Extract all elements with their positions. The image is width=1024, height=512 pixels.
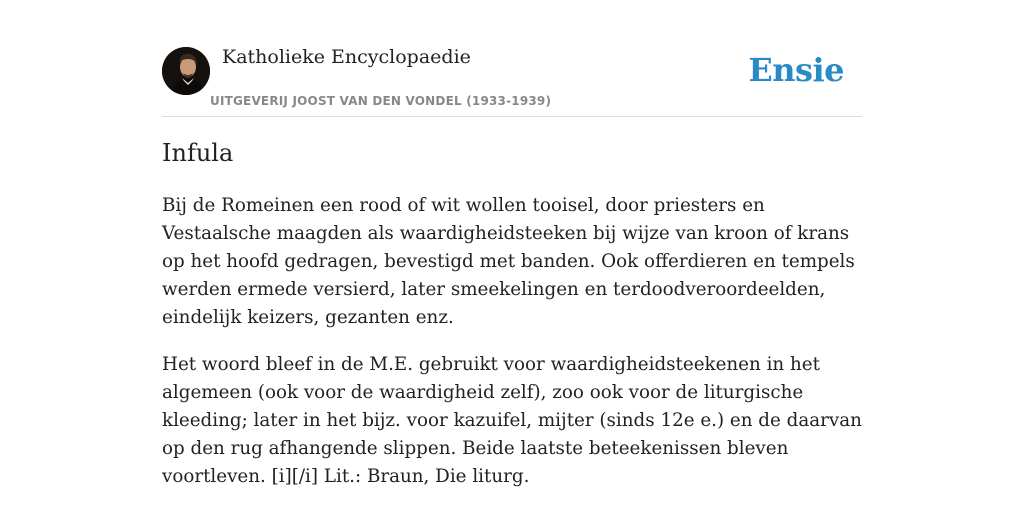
publication-title[interactable]: Katholieke Encyclopaedie	[222, 46, 471, 68]
article-paragraph-2: Het woord bleef in de M.E. gebruikt voor waardigheidsteekenen in het algemeen (ook voor de waardigheid zelf), zoo ook voor de liturgische kleeding; later in het bijz. voor kazuifel, mijter (sinds 12e e.) en de daarvan op den rug afhangende slippen. Beide laatste beteekenissen bleven voortleven. [i][/i] Lit.: Braun, Die liturg.	[162, 354, 862, 487]
portrait-avatar[interactable]	[162, 47, 210, 95]
article-title: Infula	[162, 139, 234, 167]
brand-logo[interactable]: Ensie	[748, 51, 844, 89]
article-paragraph-1: Bij de Romeinen een rood of wit wollen tooisel, door priesters en Vestaalsche maagden als waardigheidsteeken bij wijze van kroon of krans op het hoofd gedragen, bevestigd met banden. Ook offerdieren en tempels werden ermede versierd, later smeekelingen en terdoodveroordeelden, eindelijk keizers, gezanten enz.	[162, 195, 855, 328]
site-header	[162, 40, 862, 117]
publication-subtitle: UITGEVERIJ JOOST VAN DEN VONDEL (1933-1939)	[210, 94, 552, 108]
portrait-icon	[162, 47, 210, 95]
